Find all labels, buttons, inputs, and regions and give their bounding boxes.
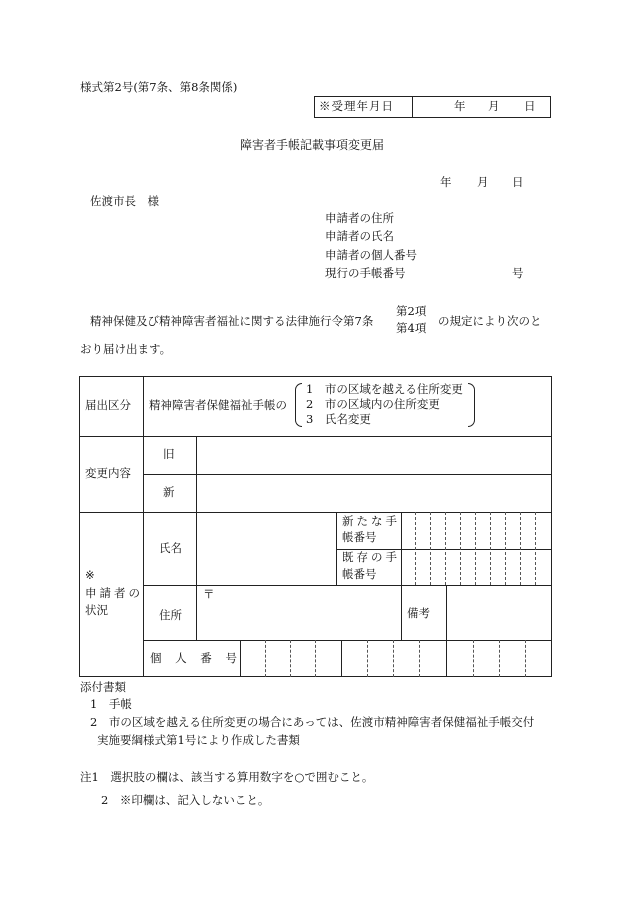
receipt-month: 月 bbox=[488, 99, 500, 113]
status-label-1: 申請者の bbox=[85, 586, 143, 600]
new-label: 新 bbox=[163, 485, 175, 499]
personal-number-label: 個 人 番 号 bbox=[150, 651, 242, 665]
col-line-notebook-digits bbox=[401, 512, 402, 585]
digit-sep bbox=[520, 512, 521, 585]
receipt-year: 年 bbox=[454, 99, 466, 113]
existing-notebook-label-1: 既存の手 bbox=[342, 550, 400, 564]
col-line-label bbox=[143, 376, 144, 677]
existing-notebook-label-2: 帳番号 bbox=[342, 567, 377, 581]
digit-sep bbox=[265, 640, 266, 677]
col-line-remarks bbox=[446, 585, 447, 640]
digit-sep bbox=[430, 512, 431, 585]
row-line-3 bbox=[79, 512, 552, 513]
col-line-notebook-label bbox=[336, 512, 337, 585]
page-title: 障害者手帳記載事項変更届 bbox=[240, 138, 385, 152]
row-line-6 bbox=[143, 640, 552, 641]
new-notebook-label-2: 帳番号 bbox=[342, 530, 377, 544]
note-1: 注1 選択肢の欄は、該当する算用数字を○で囲むこと。 bbox=[80, 770, 374, 784]
row-line-1 bbox=[79, 436, 552, 437]
body-line2: おり届け出ます。 bbox=[80, 342, 172, 356]
options-left-brace bbox=[295, 383, 302, 427]
digit-sep bbox=[419, 640, 420, 677]
note-2: 2 ※印欄は、記入しないこと。 bbox=[101, 793, 270, 807]
body-line1: 精神保健及び精神障害者福祉に関する法律施行令第7条 bbox=[90, 314, 374, 328]
row-line-2 bbox=[143, 474, 552, 475]
receipt-label: ※受理年月日 bbox=[319, 99, 394, 113]
digit-sep bbox=[415, 512, 416, 585]
applicant-name-label: 申請者の氏名 bbox=[325, 229, 394, 243]
digit-sep bbox=[499, 640, 500, 677]
applicant-address-label: 申請者の住所 bbox=[325, 211, 394, 225]
digit-sep bbox=[505, 512, 506, 585]
col-line-pn-2 bbox=[341, 640, 342, 677]
old-label: 旧 bbox=[163, 447, 175, 461]
options-right-brace bbox=[468, 383, 475, 427]
digit-sep bbox=[475, 512, 476, 585]
notebook-number-suffix: 号 bbox=[512, 266, 524, 280]
option-2: 2 市の区域内の住所変更 bbox=[306, 397, 440, 411]
applicant-notebook-number-label: 現行の手帳番号 bbox=[325, 266, 406, 280]
applicant-personal-number-label: 申請者の個人番号 bbox=[325, 248, 417, 262]
col-line-sub bbox=[196, 436, 197, 640]
body-item2: 第2項 bbox=[396, 304, 427, 318]
attachment-item-1: 1 手帳 bbox=[90, 697, 132, 711]
col-line-pn-3 bbox=[446, 640, 447, 677]
receipt-divider bbox=[412, 96, 413, 118]
new-notebook-label-1: 新たな手 bbox=[342, 514, 400, 528]
date-month: 月 bbox=[477, 175, 489, 189]
notification-type-label: 届出区分 bbox=[85, 398, 131, 412]
row-line-5 bbox=[143, 585, 552, 586]
status-mark: ※ bbox=[85, 568, 95, 582]
digit-sep bbox=[393, 640, 394, 677]
body-item4: 第4項 bbox=[396, 321, 427, 335]
postal-mark: 〒 bbox=[203, 587, 215, 601]
digit-sep bbox=[535, 512, 536, 585]
option-1: 1 市の区域を越える住所変更 bbox=[306, 382, 463, 396]
digit-sep bbox=[460, 512, 461, 585]
receipt-day: 日 bbox=[524, 99, 536, 113]
col-line-remarks-label bbox=[401, 585, 402, 640]
digit-sep bbox=[490, 512, 491, 585]
notification-type-prefix: 精神障害者保健福祉手帳の bbox=[149, 398, 287, 412]
name-label: 氏名 bbox=[159, 541, 182, 555]
change-content-label: 変更内容 bbox=[85, 466, 131, 480]
remarks-label: 備考 bbox=[407, 606, 430, 620]
form-id: 様式第2号(第7条、第8条関係) bbox=[80, 80, 238, 94]
digit-sep bbox=[445, 512, 446, 585]
attachment-item-2-line1: 2 市の区域を越える住所変更の場合にあっては、佐渡市精神障害者保健福祉手帳交付 bbox=[90, 715, 535, 729]
digit-sep bbox=[473, 640, 474, 677]
date-day: 日 bbox=[512, 175, 524, 189]
status-label-2: 状況 bbox=[85, 603, 108, 617]
digit-sep bbox=[290, 640, 291, 677]
body-line1-suffix: の規定により次のと bbox=[438, 314, 542, 328]
address-label: 住所 bbox=[159, 608, 182, 622]
digit-sep bbox=[367, 640, 368, 677]
attachment-item-2-line2: 実施要綱様式第1号により作成した書類 bbox=[97, 733, 300, 747]
digit-sep bbox=[315, 640, 316, 677]
date-year: 年 bbox=[440, 175, 452, 189]
attachments-heading: 添付書類 bbox=[80, 680, 126, 694]
option-3: 3 氏名変更 bbox=[306, 412, 371, 426]
digit-sep bbox=[525, 640, 526, 677]
addressee: 佐渡市長 様 bbox=[90, 194, 159, 208]
